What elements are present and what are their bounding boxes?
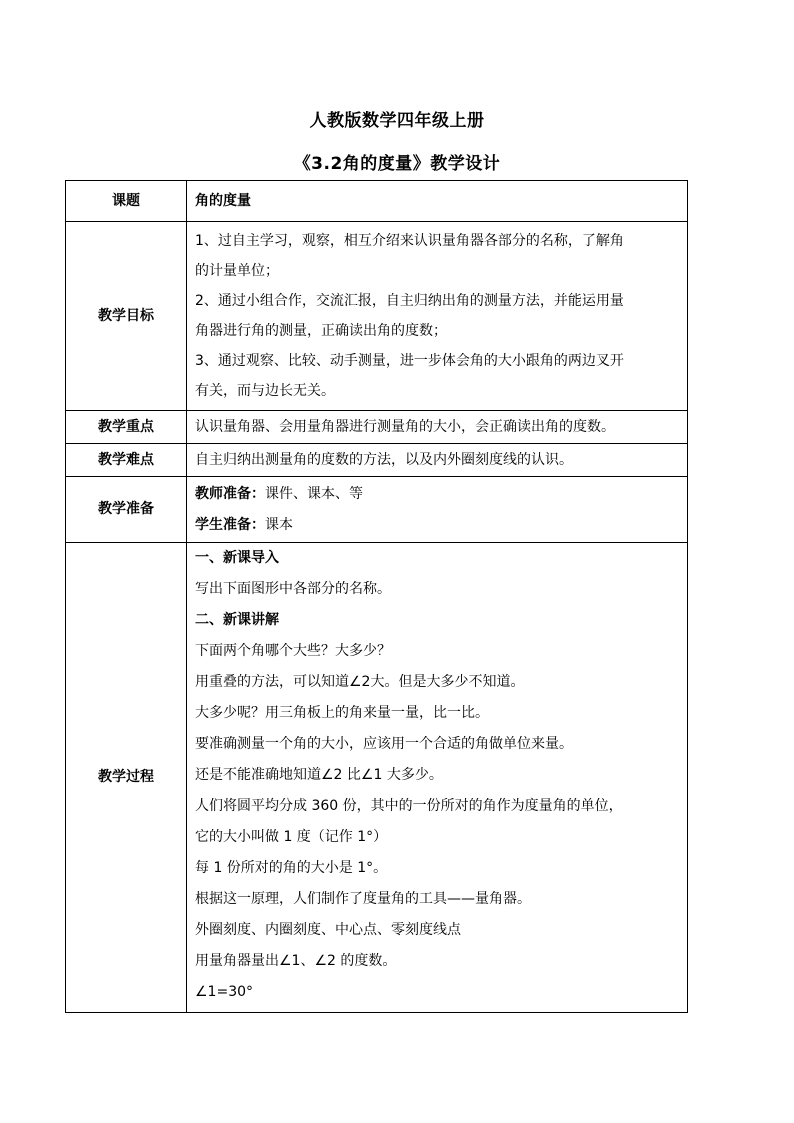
goals-cell (187, 222, 688, 411)
process-line: 用重叠的方法，可以知道∠2大。但是大多少不知道。 (195, 674, 525, 690)
preparation-cell (187, 477, 688, 543)
key-point-label: 教学重点 (66, 411, 187, 444)
document-title: 人教版数学四年级上册 (309, 111, 485, 131)
process-label: 教学过程 (66, 543, 187, 1013)
process-line: ∠1=30° (195, 984, 254, 1000)
process-line: 要准确测量一个角的大小，应该用一个合适的角做单位来量。 (195, 736, 573, 752)
difficulty-label: 教学难点 (66, 444, 187, 477)
teacher-prep-label: 教师准备： (195, 485, 265, 502)
goal-line: 1、过自主学习，观察，相互介绍来认识量角器各部分的名称，了解角 (195, 233, 624, 249)
goal-line: 角器进行角的测量，正确读出角的度数； (195, 323, 447, 339)
process-line: 大多少呢？用三角板上的角来量一量，比一比。 (195, 705, 489, 721)
goal-line: 的计量单位； (195, 263, 279, 279)
student-prep-value: 课本 (265, 516, 293, 533)
goal-line: 有关，而与边长无关。 (195, 383, 335, 399)
key-point-value: 认识量角器、会用量角器进行测量角的大小，会正确读出角的度数。 (187, 411, 688, 444)
goal-line: 3、通过观察、比较、动手测量，进一步体会角的大小跟角的两边叉开 (195, 353, 624, 369)
topic-value: 角的度量 (187, 181, 688, 222)
document-subtitle: 《3.2角的度量》教学设计 (293, 154, 501, 174)
process-line: 每 1 份所对的角的大小是 1°。 (195, 860, 388, 876)
goals-label: 教学目标 (66, 222, 187, 411)
table-row-goals (66, 222, 688, 411)
process-line: 根据这一原理，人们制作了度量角的工具——量角器。 (195, 891, 531, 907)
table-row-topic (66, 181, 688, 222)
preparation-label: 教学准备 (66, 477, 187, 543)
process-line: 它的大小叫做 1 度（记作 1°） (195, 829, 388, 845)
table-row-difficulty (66, 444, 688, 477)
process-cell (187, 543, 688, 1013)
table-row-process (66, 543, 688, 1013)
process-line: 用量角器量出∠1、∠2 的度数。 (195, 953, 397, 969)
student-prep-label: 学生准备： (195, 516, 265, 533)
lesson-plan-table (65, 180, 688, 1013)
goal-line: 2、通过小组合作，交流汇报，自主归纳出角的测量方法，并能运用量 (195, 293, 624, 309)
section-heading: 二、新课讲解 (195, 612, 279, 628)
difficulty-value: 自主归纳出测量角的度数的方法，以及内外圈刻度线的认识。 (187, 444, 688, 477)
process-line: 写出下面图形中各部分的名称。 (195, 581, 391, 597)
section-heading: 一、新课导入 (195, 550, 279, 566)
teacher-prep-value: 课件、课本、等 (265, 485, 363, 502)
table-row-preparation (66, 477, 688, 543)
table-row-key-point (66, 411, 688, 444)
process-line: 外圈刻度、内圈刻度、中心点、零刻度线点 (195, 922, 461, 938)
process-line: 还是不能准确地知道∠2 比∠1 大多少。 (195, 767, 443, 783)
process-line: 下面两个角哪个大些？大多少？ (195, 643, 391, 659)
topic-label: 课题 (66, 181, 187, 222)
process-line: 人们将圆平均分成 360 份，其中的一份所对的角作为度量角的单位， (195, 798, 623, 814)
